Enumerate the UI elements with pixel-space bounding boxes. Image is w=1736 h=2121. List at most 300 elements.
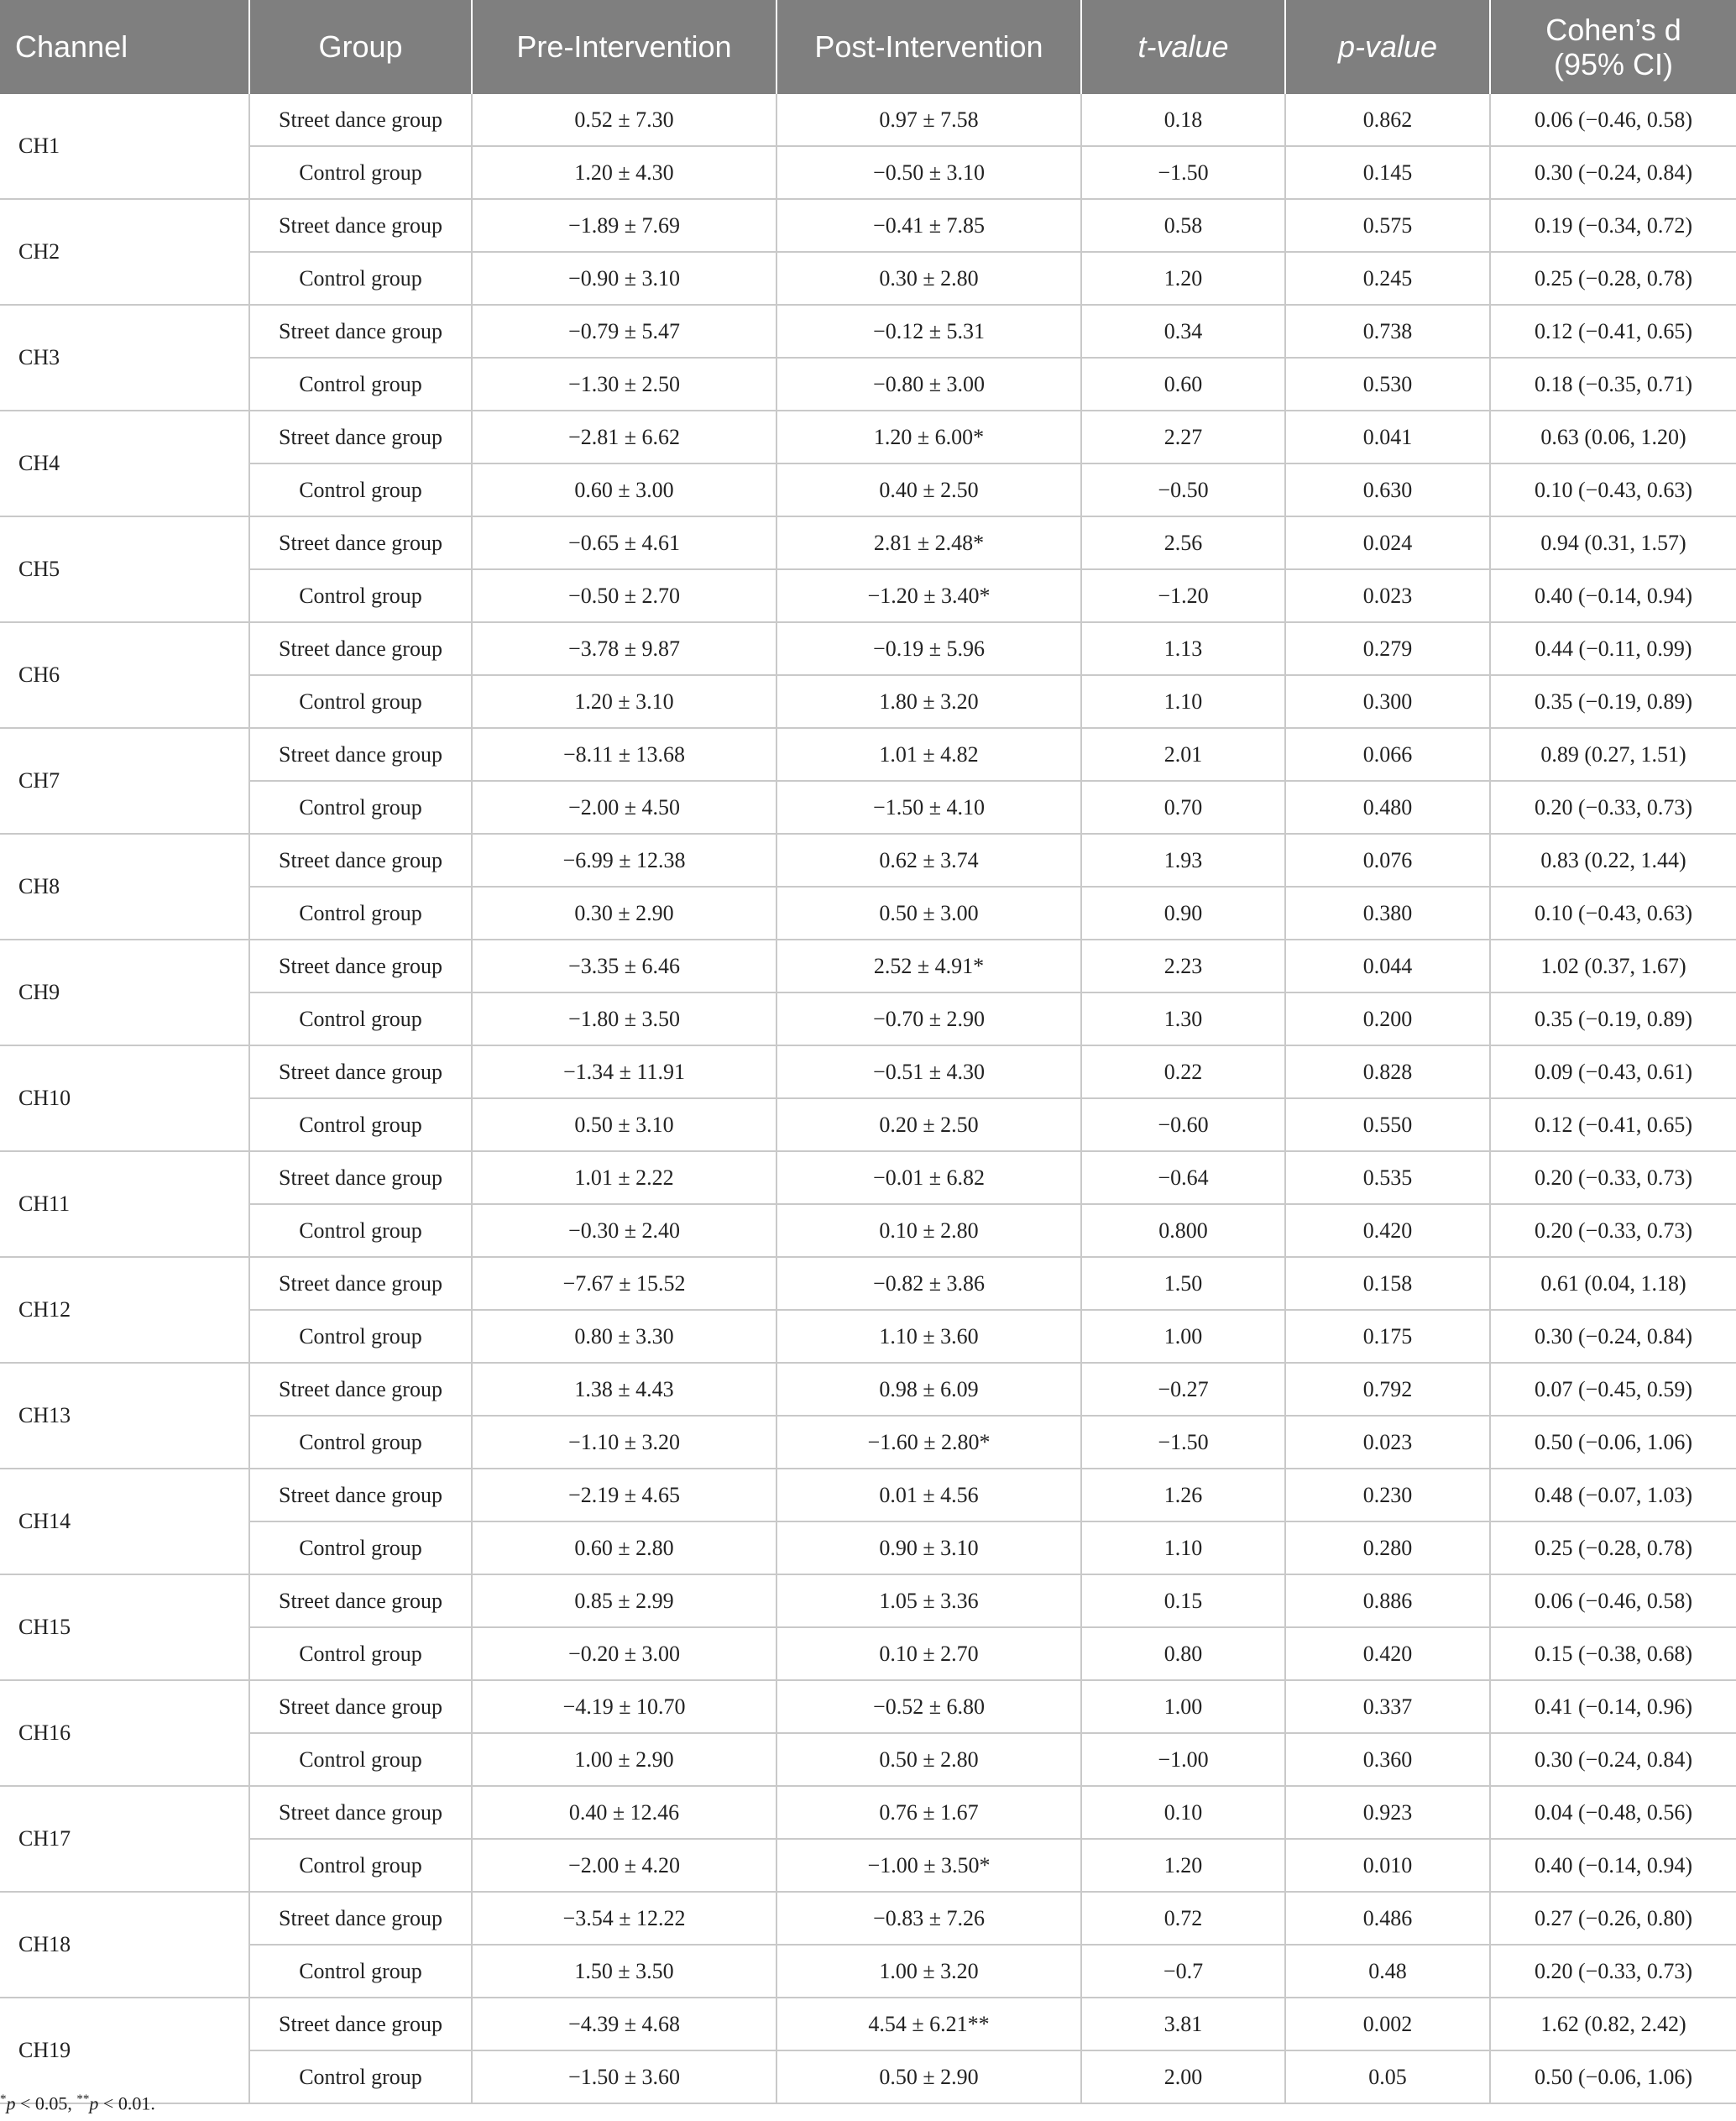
p-value-cell: 0.420: [1285, 1204, 1490, 1257]
header-pre-intervention: Pre-Intervention: [472, 0, 776, 94]
table-row: [0, 1627, 1736, 1680]
p-value-cell: 0.575: [1285, 199, 1490, 252]
group-cell: Control group: [249, 1310, 472, 1363]
table-row: [0, 1521, 1736, 1574]
cohens-d-cell: 0.10 (−0.43, 0.63): [1490, 887, 1736, 940]
group-cell: Control group: [249, 1098, 472, 1151]
header-cohens-d-line2: (95% CI): [1553, 47, 1674, 81]
post-intervention-cell: 0.01 ± 4.56: [776, 1469, 1081, 1521]
pre-intervention-cell: −1.30 ± 2.50: [472, 358, 776, 411]
cohens-d-cell: 0.41 (−0.14, 0.96): [1490, 1680, 1736, 1733]
p-value-cell: 0.010: [1285, 1839, 1490, 1892]
p-value-cell: 0.145: [1285, 146, 1490, 199]
header-t-value: [1081, 0, 1285, 94]
table-row: [0, 569, 1736, 622]
footnote-p-symbol: p: [6, 2092, 16, 2114]
post-intervention-cell: 0.10 ± 2.80: [776, 1204, 1081, 1257]
group-cell: Control group: [249, 1839, 472, 1892]
p-value-cell: 0.862: [1285, 94, 1490, 146]
cohens-d-cell: 0.35 (−0.19, 0.89): [1490, 675, 1736, 728]
table-row: [0, 411, 1736, 463]
group-cell: Street dance group: [249, 834, 472, 887]
p-value-cell: 0.044: [1285, 940, 1490, 992]
p-value-cell: 0.486: [1285, 1892, 1490, 1945]
p-value-cell: 0.360: [1285, 1733, 1490, 1786]
pre-intervention-cell: 0.52 ± 7.30: [472, 94, 776, 146]
pre-intervention-cell: 0.30 ± 2.90: [472, 887, 776, 940]
post-intervention-cell: 0.98 ± 6.09: [776, 1363, 1081, 1416]
t-value-cell: 1.20: [1081, 1839, 1285, 1892]
group-cell: Control group: [249, 1521, 472, 1574]
t-value-cell: −1.20: [1081, 569, 1285, 622]
table-row: [0, 887, 1736, 940]
t-value-cell: 1.93: [1081, 834, 1285, 887]
cohens-d-cell: 0.48 (−0.07, 1.03): [1490, 1469, 1736, 1521]
pre-intervention-cell: 0.60 ± 3.00: [472, 463, 776, 516]
t-value-cell: 0.34: [1081, 305, 1285, 358]
t-value-cell: 0.90: [1081, 887, 1285, 940]
pre-intervention-cell: 1.00 ± 2.90: [472, 1733, 776, 1786]
t-value-cell: 1.30: [1081, 992, 1285, 1045]
post-intervention-cell: −1.00 ± 3.50*: [776, 1839, 1081, 1892]
t-value-cell: 0.58: [1081, 199, 1285, 252]
pre-intervention-cell: −3.54 ± 12.22: [472, 1892, 776, 1945]
pre-intervention-cell: −2.19 ± 4.65: [472, 1469, 776, 1521]
p-value-cell: 0.041: [1285, 411, 1490, 463]
pre-intervention-cell: −1.10 ± 3.20: [472, 1416, 776, 1469]
group-cell: Street dance group: [249, 305, 472, 358]
channel-cell: CH16: [0, 1680, 249, 1786]
t-value-cell: 1.00: [1081, 1680, 1285, 1733]
group-cell: Street dance group: [249, 1574, 472, 1627]
pre-intervention-cell: 1.50 ± 3.50: [472, 1945, 776, 1998]
table-row: [0, 992, 1736, 1045]
table-footnote: [0, 2092, 155, 2114]
t-value-cell: 0.22: [1081, 1045, 1285, 1098]
post-intervention-cell: −1.60 ± 2.80*: [776, 1416, 1081, 1469]
table-row: [0, 305, 1736, 358]
p-value-cell: 0.530: [1285, 358, 1490, 411]
pre-intervention-cell: −6.99 ± 12.38: [472, 834, 776, 887]
post-intervention-cell: 0.10 ± 2.70: [776, 1627, 1081, 1680]
pre-intervention-cell: 0.80 ± 3.30: [472, 1310, 776, 1363]
p-value-cell: 0.076: [1285, 834, 1490, 887]
cohens-d-cell: 0.50 (−0.06, 1.06): [1490, 1416, 1736, 1469]
p-value-cell: 0.066: [1285, 728, 1490, 781]
post-intervention-cell: 0.20 ± 2.50: [776, 1098, 1081, 1151]
table-row: [0, 1310, 1736, 1363]
header-cohens-d-line1: Cohen’s d: [1545, 12, 1681, 47]
group-cell: Street dance group: [249, 622, 472, 675]
t-value-cell: 0.18: [1081, 94, 1285, 146]
table-row: [0, 516, 1736, 569]
cohens-d-cell: 0.09 (−0.43, 0.61): [1490, 1045, 1736, 1098]
p-value-cell: 0.023: [1285, 569, 1490, 622]
cohens-d-cell: 0.25 (−0.28, 0.78): [1490, 1521, 1736, 1574]
cohens-d-cell: 0.83 (0.22, 1.44): [1490, 834, 1736, 887]
group-cell: Control group: [249, 992, 472, 1045]
header-group: Group: [249, 0, 472, 94]
table-row: [0, 146, 1736, 199]
channel-cell: CH19: [0, 1998, 249, 2103]
t-value-cell: −1.50: [1081, 146, 1285, 199]
cohens-d-cell: 0.20 (−0.33, 0.73): [1490, 1151, 1736, 1204]
pre-intervention-cell: −0.65 ± 4.61: [472, 516, 776, 569]
cohens-d-cell: 0.35 (−0.19, 0.89): [1490, 992, 1736, 1045]
channel-cell: CH12: [0, 1257, 249, 1363]
t-value-cell: −0.7: [1081, 1945, 1285, 1998]
p-value-cell: 0.828: [1285, 1045, 1490, 1098]
cohens-d-cell: 0.18 (−0.35, 0.71): [1490, 358, 1736, 411]
header-p-value: [1285, 0, 1490, 94]
post-intervention-cell: −0.70 ± 2.90: [776, 992, 1081, 1045]
table-header: [0, 0, 1736, 94]
post-intervention-cell: 2.52 ± 4.91*: [776, 940, 1081, 992]
group-cell: Street dance group: [249, 411, 472, 463]
pre-intervention-cell: −4.19 ± 10.70: [472, 1680, 776, 1733]
t-value-cell: 0.60: [1081, 358, 1285, 411]
post-intervention-cell: 2.81 ± 2.48*: [776, 516, 1081, 569]
pre-intervention-cell: −3.78 ± 9.87: [472, 622, 776, 675]
cohens-d-cell: 0.89 (0.27, 1.51): [1490, 728, 1736, 781]
group-cell: Control group: [249, 887, 472, 940]
group-cell: Street dance group: [249, 1469, 472, 1521]
cohens-d-cell: 0.27 (−0.26, 0.80): [1490, 1892, 1736, 1945]
p-value-cell: 0.200: [1285, 992, 1490, 1045]
t-value-cell: 0.10: [1081, 1786, 1285, 1839]
cohens-d-cell: 0.61 (0.04, 1.18): [1490, 1257, 1736, 1310]
channel-cell: CH4: [0, 411, 249, 516]
channel-cell: CH9: [0, 940, 249, 1045]
pre-intervention-cell: −1.50 ± 3.60: [472, 2050, 776, 2103]
group-cell: Control group: [249, 252, 472, 305]
channel-cell: CH17: [0, 1786, 249, 1892]
post-intervention-cell: 1.10 ± 3.60: [776, 1310, 1081, 1363]
group-cell: Control group: [249, 463, 472, 516]
pre-intervention-cell: 0.85 ± 2.99: [472, 1574, 776, 1627]
table-row: [0, 1574, 1736, 1627]
table-row: [0, 728, 1736, 781]
t-value-cell: 2.23: [1081, 940, 1285, 992]
channel-cell: CH8: [0, 834, 249, 940]
channel-cell: CH14: [0, 1469, 249, 1574]
cohens-d-cell: 0.10 (−0.43, 0.63): [1490, 463, 1736, 516]
p-value-cell: 0.420: [1285, 1627, 1490, 1680]
p-value-cell: 0.480: [1285, 781, 1490, 834]
group-cell: Control group: [249, 569, 472, 622]
group-cell: Street dance group: [249, 1045, 472, 1098]
table-row: [0, 1151, 1736, 1204]
cohens-d-cell: 0.20 (−0.33, 0.73): [1490, 781, 1736, 834]
p-value-cell: 0.886: [1285, 1574, 1490, 1627]
table-row: [0, 1363, 1736, 1416]
post-intervention-cell: −0.80 ± 3.00: [776, 358, 1081, 411]
table-row: [0, 463, 1736, 516]
post-intervention-cell: 0.30 ± 2.80: [776, 252, 1081, 305]
cohens-d-cell: 0.30 (−0.24, 0.84): [1490, 146, 1736, 199]
cohens-d-cell: 0.15 (−0.38, 0.68): [1490, 1627, 1736, 1680]
table-row: [0, 781, 1736, 834]
group-cell: Control group: [249, 1733, 472, 1786]
cohens-d-cell: 0.30 (−0.24, 0.84): [1490, 1733, 1736, 1786]
post-intervention-cell: 1.80 ± 3.20: [776, 675, 1081, 728]
p-value-cell: 0.175: [1285, 1310, 1490, 1363]
header-post-intervention: Post-Intervention: [776, 0, 1081, 94]
pre-intervention-cell: 0.60 ± 2.80: [472, 1521, 776, 1574]
footnote-p-symbol-2: p: [89, 2092, 99, 2114]
cohens-d-cell: 0.04 (−0.48, 0.56): [1490, 1786, 1736, 1839]
channel-cell: CH18: [0, 1892, 249, 1998]
group-cell: Street dance group: [249, 199, 472, 252]
post-intervention-cell: −0.51 ± 4.30: [776, 1045, 1081, 1098]
group-cell: Control group: [249, 781, 472, 834]
post-intervention-cell: −0.82 ± 3.86: [776, 1257, 1081, 1310]
header-channel: Channel: [0, 0, 249, 94]
group-cell: Street dance group: [249, 94, 472, 146]
p-value-cell: 0.535: [1285, 1151, 1490, 1204]
table-row: [0, 1892, 1736, 1945]
pre-intervention-cell: −1.34 ± 11.91: [472, 1045, 776, 1098]
footnote-threshold-005: < 0.05,: [15, 2092, 77, 2114]
t-value-cell: −0.27: [1081, 1363, 1285, 1416]
group-cell: Street dance group: [249, 1363, 472, 1416]
t-value-cell: 1.20: [1081, 252, 1285, 305]
pre-intervention-cell: −0.79 ± 5.47: [472, 305, 776, 358]
pre-intervention-cell: −7.67 ± 15.52: [472, 1257, 776, 1310]
p-value-cell: 0.230: [1285, 1469, 1490, 1521]
group-cell: Control group: [249, 146, 472, 199]
post-intervention-cell: −0.50 ± 3.10: [776, 146, 1081, 199]
p-value-cell: 0.380: [1285, 887, 1490, 940]
t-value-cell: 1.26: [1081, 1469, 1285, 1521]
t-value-cell: 3.81: [1081, 1998, 1285, 2050]
group-cell: Control group: [249, 2050, 472, 2103]
group-cell: Street dance group: [249, 940, 472, 992]
post-intervention-cell: −1.50 ± 4.10: [776, 781, 1081, 834]
group-cell: Control group: [249, 358, 472, 411]
table-row: [0, 834, 1736, 887]
table-row: [0, 1839, 1736, 1892]
group-cell: Street dance group: [249, 1680, 472, 1733]
post-intervention-cell: −0.41 ± 7.85: [776, 199, 1081, 252]
post-intervention-cell: 0.50 ± 2.80: [776, 1733, 1081, 1786]
group-cell: Control group: [249, 1945, 472, 1998]
post-intervention-cell: 1.20 ± 6.00*: [776, 411, 1081, 463]
p-value-cell: 0.279: [1285, 622, 1490, 675]
p-value-cell: 0.300: [1285, 675, 1490, 728]
group-cell: Street dance group: [249, 1786, 472, 1839]
p-value-cell: 0.550: [1285, 1098, 1490, 1151]
channel-cell: CH7: [0, 728, 249, 834]
channel-cell: CH6: [0, 622, 249, 728]
table-body: [0, 94, 1736, 2103]
table-row: [0, 1416, 1736, 1469]
t-value-cell: 0.72: [1081, 1892, 1285, 1945]
pre-intervention-cell: −0.90 ± 3.10: [472, 252, 776, 305]
t-value-cell: 1.00: [1081, 1310, 1285, 1363]
cohens-d-cell: 0.20 (−0.33, 0.73): [1490, 1945, 1736, 1998]
cohens-d-cell: 0.25 (−0.28, 0.78): [1490, 252, 1736, 305]
t-value-cell: 2.01: [1081, 728, 1285, 781]
cohens-d-cell: 0.40 (−0.14, 0.94): [1490, 569, 1736, 622]
t-value-cell: 2.56: [1081, 516, 1285, 569]
group-cell: Street dance group: [249, 516, 472, 569]
pre-intervention-cell: −1.89 ± 7.69: [472, 199, 776, 252]
p-value-cell: 0.05: [1285, 2050, 1490, 2103]
cohens-d-cell: 0.40 (−0.14, 0.94): [1490, 1839, 1736, 1892]
group-cell: Street dance group: [249, 1998, 472, 2050]
post-intervention-cell: 0.50 ± 2.90: [776, 2050, 1081, 2103]
t-value-cell: −1.00: [1081, 1733, 1285, 1786]
pre-intervention-cell: −4.39 ± 4.68: [472, 1998, 776, 2050]
header-t-value-text: t-value: [1137, 29, 1229, 65]
channel-cell: CH3: [0, 305, 249, 411]
cohens-d-cell: 1.62 (0.82, 2.42): [1490, 1998, 1736, 2050]
footnote-threshold-001: < 0.01.: [98, 2092, 155, 2114]
t-value-cell: −1.50: [1081, 1416, 1285, 1469]
post-intervention-cell: 0.40 ± 2.50: [776, 463, 1081, 516]
post-intervention-cell: −0.01 ± 6.82: [776, 1151, 1081, 1204]
post-intervention-cell: 4.54 ± 6.21**: [776, 1998, 1081, 2050]
cohens-d-cell: 0.20 (−0.33, 0.73): [1490, 1204, 1736, 1257]
channel-cell: CH13: [0, 1363, 249, 1469]
post-intervention-cell: 0.62 ± 3.74: [776, 834, 1081, 887]
t-value-cell: 1.10: [1081, 675, 1285, 728]
pre-intervention-cell: −0.20 ± 3.00: [472, 1627, 776, 1680]
t-value-cell: −0.50: [1081, 463, 1285, 516]
table-row: [0, 2050, 1736, 2103]
p-value-cell: 0.630: [1285, 463, 1490, 516]
pre-intervention-cell: 1.20 ± 4.30: [472, 146, 776, 199]
cohens-d-cell: 0.63 (0.06, 1.20): [1490, 411, 1736, 463]
cohens-d-cell: 0.12 (−0.41, 0.65): [1490, 1098, 1736, 1151]
cohens-d-cell: 0.44 (−0.11, 0.99): [1490, 622, 1736, 675]
cohens-d-cell: 1.02 (0.37, 1.67): [1490, 940, 1736, 992]
cohens-d-cell: 0.07 (−0.45, 0.59): [1490, 1363, 1736, 1416]
p-value-cell: 0.158: [1285, 1257, 1490, 1310]
pre-intervention-cell: −0.30 ± 2.40: [472, 1204, 776, 1257]
table-row: [0, 1469, 1736, 1521]
pre-intervention-cell: −8.11 ± 13.68: [472, 728, 776, 781]
post-intervention-cell: 0.90 ± 3.10: [776, 1521, 1081, 1574]
post-intervention-cell: −0.52 ± 6.80: [776, 1680, 1081, 1733]
t-value-cell: 1.50: [1081, 1257, 1285, 1310]
p-value-cell: 0.023: [1285, 1416, 1490, 1469]
t-value-cell: 2.27: [1081, 411, 1285, 463]
table-row: [0, 1098, 1736, 1151]
group-cell: Control group: [249, 675, 472, 728]
cohens-d-cell: 0.06 (−0.46, 0.58): [1490, 94, 1736, 146]
p-value-cell: 0.792: [1285, 1363, 1490, 1416]
t-value-cell: 0.800: [1081, 1204, 1285, 1257]
p-value-cell: 0.280: [1285, 1521, 1490, 1574]
p-value-cell: 0.48: [1285, 1945, 1490, 1998]
channel-cell: CH11: [0, 1151, 249, 1257]
pre-intervention-cell: 0.50 ± 3.10: [472, 1098, 776, 1151]
p-value-cell: 0.024: [1285, 516, 1490, 569]
pre-intervention-cell: 1.38 ± 4.43: [472, 1363, 776, 1416]
cohens-d-cell: 0.19 (−0.34, 0.72): [1490, 199, 1736, 252]
cohens-d-cell: 0.30 (−0.24, 0.84): [1490, 1310, 1736, 1363]
table-row: [0, 1045, 1736, 1098]
channel-cell: CH5: [0, 516, 249, 622]
pre-intervention-cell: −1.80 ± 3.50: [472, 992, 776, 1045]
pre-intervention-cell: 1.01 ± 2.22: [472, 1151, 776, 1204]
group-cell: Street dance group: [249, 1257, 472, 1310]
table-row: [0, 1733, 1736, 1786]
header-cohens-d: [1490, 0, 1736, 94]
post-intervention-cell: 0.76 ± 1.67: [776, 1786, 1081, 1839]
t-value-cell: 0.70: [1081, 781, 1285, 834]
channel-cell: CH15: [0, 1574, 249, 1680]
table-row: [0, 1680, 1736, 1733]
p-value-cell: 0.923: [1285, 1786, 1490, 1839]
group-cell: Street dance group: [249, 728, 472, 781]
table-row: [0, 1204, 1736, 1257]
post-intervention-cell: 0.50 ± 3.00: [776, 887, 1081, 940]
table-row: [0, 940, 1736, 992]
t-value-cell: −0.60: [1081, 1098, 1285, 1151]
group-cell: Street dance group: [249, 1892, 472, 1945]
table-row: [0, 358, 1736, 411]
pre-intervention-cell: −0.50 ± 2.70: [472, 569, 776, 622]
p-value-cell: 0.337: [1285, 1680, 1490, 1733]
table-row: [0, 94, 1736, 146]
table-row: [0, 675, 1736, 728]
channel-cell: CH10: [0, 1045, 249, 1151]
pre-intervention-cell: −3.35 ± 6.46: [472, 940, 776, 992]
table-row: [0, 1257, 1736, 1310]
post-intervention-cell: −0.83 ± 7.26: [776, 1892, 1081, 1945]
post-intervention-cell: 1.01 ± 4.82: [776, 728, 1081, 781]
cohens-d-cell: 0.06 (−0.46, 0.58): [1490, 1574, 1736, 1627]
t-value-cell: −0.64: [1081, 1151, 1285, 1204]
table-row: [0, 622, 1736, 675]
post-intervention-cell: 0.97 ± 7.58: [776, 94, 1081, 146]
table-row: [0, 252, 1736, 305]
header-row: [0, 0, 1736, 94]
cohens-d-cell: 0.50 (−0.06, 1.06): [1490, 2050, 1736, 2103]
channel-cell: CH2: [0, 199, 249, 305]
group-cell: Control group: [249, 1416, 472, 1469]
group-cell: Control group: [249, 1627, 472, 1680]
table-row: [0, 1998, 1736, 2050]
p-value-cell: 0.002: [1285, 1998, 1490, 2050]
post-intervention-cell: −1.20 ± 3.40*: [776, 569, 1081, 622]
cohens-d-cell: 0.12 (−0.41, 0.65): [1490, 305, 1736, 358]
group-cell: Control group: [249, 1204, 472, 1257]
t-value-cell: 1.13: [1081, 622, 1285, 675]
post-intervention-cell: 1.05 ± 3.36: [776, 1574, 1081, 1627]
footnote-star-double: **: [76, 2092, 90, 2106]
cohens-d-cell: 0.94 (0.31, 1.57): [1490, 516, 1736, 569]
pre-intervention-cell: 1.20 ± 3.10: [472, 675, 776, 728]
p-value-cell: 0.245: [1285, 252, 1490, 305]
t-value-cell: 0.80: [1081, 1627, 1285, 1680]
p-value-cell: 0.738: [1285, 305, 1490, 358]
channel-cell: CH1: [0, 94, 249, 199]
header-p-value-text: p-value: [1337, 29, 1438, 65]
table-row: [0, 1945, 1736, 1998]
table-row: [0, 1786, 1736, 1839]
post-intervention-cell: 1.00 ± 3.20: [776, 1945, 1081, 1998]
post-intervention-cell: −0.19 ± 5.96: [776, 622, 1081, 675]
pre-intervention-cell: −2.00 ± 4.20: [472, 1839, 776, 1892]
t-value-cell: 1.10: [1081, 1521, 1285, 1574]
table-row: [0, 199, 1736, 252]
pre-intervention-cell: −2.81 ± 6.62: [472, 411, 776, 463]
t-value-cell: 2.00: [1081, 2050, 1285, 2103]
